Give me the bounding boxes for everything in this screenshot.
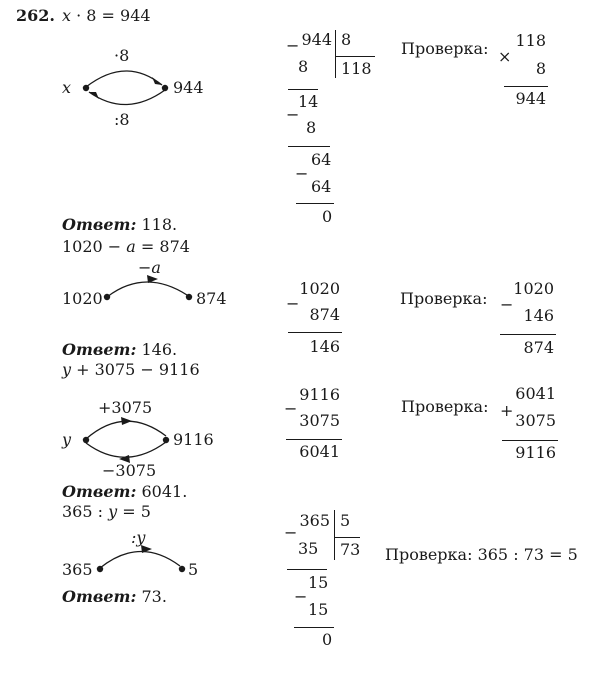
diagram-1-right: 944 [173, 78, 204, 97]
diagram-3-left: y [62, 430, 72, 449]
answer-1: Ответ: 118. [62, 215, 178, 234]
diagram-3-right: 9116 [173, 430, 214, 449]
diagram-1-top-op: ·8 [114, 46, 130, 65]
check-3-op: + [500, 401, 514, 420]
diagram-4-left: 365 [62, 560, 93, 579]
check-1-label: Проверка: [401, 39, 489, 58]
check-4: Проверка: 365 : 73 = 5 [385, 545, 578, 564]
diagram-3-bottom-op: −3075 [102, 461, 157, 480]
check-2-label: Проверка: [400, 289, 488, 308]
diagram-1-left: x [62, 78, 72, 97]
diagram-4-top-op: :y [131, 528, 146, 547]
diagram-2-left: 1020 [62, 289, 103, 308]
equation-2: 1020 − a = 874 [62, 237, 190, 256]
equation-1: x · 8 = 944 [62, 6, 151, 25]
check-3-label: Проверка: [401, 397, 489, 416]
diagram-4-right: 5 [188, 560, 199, 579]
diagram-3-top-op: +3075 [98, 398, 153, 417]
diagram-2-right: 874 [196, 289, 227, 308]
diagram-1-bottom-op: :8 [114, 110, 130, 129]
answer-2: Ответ: 146. [62, 340, 178, 359]
diagram-2-top-op: −a [138, 258, 161, 277]
equation-4: 365 : y = 5 [62, 502, 151, 521]
answer-3: Ответ: 6041. [62, 482, 188, 501]
check-2-op: − [500, 295, 514, 314]
check-1-op: × [498, 47, 512, 66]
textbook-page: 262. x · 8 = 944 x 944 ·8 :8 − 944 8 118 8 14 − 8 64 − 64 0 Проверка: × 118 8 944 Ответ: 118. 1020 − a = 874 1020 874 −a − 1020 874 146 Проверка: − 1020 146 874 Ответ: 146. y + 3075 − 9116 y 9116 +3075 −3075 − 9116 3075 6041 Проверка: + 6041 3075 9116 Ответ: 6041. 365 : y = 5 365 5 :y − 365 5 73 35 15 − 15 0 Проверка: 365 : 73 = 5 Ответ: 73. [0, 0, 598, 696]
equation-3: y + 3075 − 9116 [62, 360, 200, 379]
problem-number: 262. [16, 6, 55, 25]
answer-4: Ответ: 73. [62, 587, 167, 606]
